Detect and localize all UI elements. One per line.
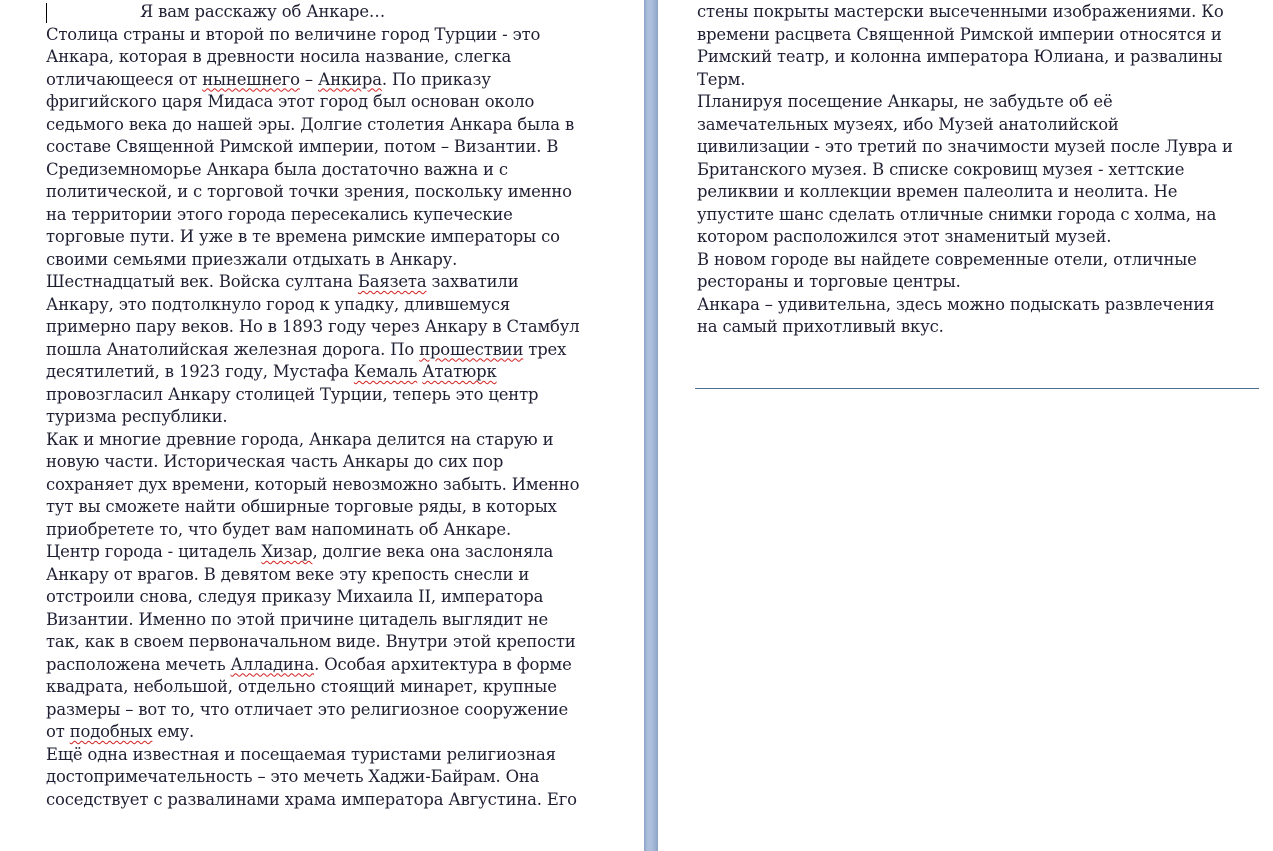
paragraph-line: провозгласил Анкару столицей Турции, теперь это центр <box>46 384 539 404</box>
document-page-right[interactable] <box>658 0 1273 851</box>
paragraph-line: Анкара – удивительна, здесь можно подыскать развлечения <box>697 294 1215 314</box>
paragraph-line: Центр города - цитадель Хизар, долгие века она заслоняла <box>46 542 554 561</box>
paragraph-line: Средиземноморье Анкара была достаточно важна и с <box>46 159 508 179</box>
spellcheck-word: прошествии <box>419 339 524 359</box>
paragraph-line: расположена мечеть Алладина. Особая архитектура в форме <box>46 654 572 674</box>
paragraph-line: Столица страны и второй по величине город Турции - это <box>46 24 541 44</box>
document-title: Я вам расскажу об Анкаре… <box>140 2 386 21</box>
paragraph-line: Шестнадцатый век. Войска султана Баязета захватили <box>46 272 519 291</box>
paragraph-line: своими семьями приезжали отдыхать в Анкару. <box>46 249 458 269</box>
paragraph-line: новую части. Историческая часть Анкары до сих пор <box>46 452 504 471</box>
paragraph-line: седьмого века до нашей эры. Долгие столетия Анкара была в <box>46 114 575 134</box>
paragraph-line: торговые пути. И уже в те времена римские императоры со <box>46 227 560 246</box>
paragraph-line: Византии. Именно по этой причине цитадель выглядит не <box>46 609 549 629</box>
paragraph-line: соседствует с развалинами храма императора Августина. Его <box>46 789 577 809</box>
paragraph-line: туризма республики. <box>46 407 228 426</box>
paragraph-line: на территории этого города пересекались купеческие <box>46 204 513 224</box>
paragraph-line: квадрата, небольшой, отдельно стоящий минарет, крупные <box>46 677 557 696</box>
spellcheck-word: нынешнего <box>202 69 300 89</box>
paragraph-line: Ещё одна известная и посещаемая туристами религиозная <box>46 744 556 764</box>
paragraph-line: Анкару от врагов. В девятом веке эту крепость снесли и <box>46 564 530 584</box>
paragraph-line: приобретете то, что будет вам напоминать об Анкаре. <box>46 519 512 539</box>
paragraph-line: от подобных ему. <box>46 722 195 741</box>
paragraph-line: фригийского царя Мидаса этот город был основан около <box>46 92 535 111</box>
spellcheck-word: Кемаль <box>353 362 418 381</box>
paragraph-line: замечательных музеях, ибо Музей анатолийской <box>697 114 1119 134</box>
paragraph-line: размеры – вот то, что отличает это религиозное сооружение <box>46 699 569 719</box>
spellcheck-word: подобных <box>69 722 153 741</box>
paragraph-line: Британского музея. В списке сокровищ музея - хеттские <box>697 159 1185 179</box>
text-column-right <box>697 1 1262 339</box>
page-gutter <box>644 0 658 851</box>
paragraph-line: сохраняет дух времени, который невозможно забыть. Именно <box>46 474 580 494</box>
paragraph-line: пошла Анатолийская железная дорога. По прошествии трех <box>46 339 567 359</box>
paragraph-line: Терм. <box>697 69 746 89</box>
paragraph-line: Как и многие древние города, Анкара делится на старую и <box>46 429 554 449</box>
paragraph-line: тут вы сможете найти обширные торговые ряды, в которых <box>46 497 557 516</box>
spellcheck-word: Ататюрк <box>422 362 497 381</box>
paragraph-line: отстроили снова, следуя приказу Михаила II, императора <box>46 587 544 606</box>
paragraph-line: на самый прихотливый вкус. <box>697 317 944 336</box>
paragraph-line: политической, и с торговой точки зрения, поскольку именно <box>46 182 572 201</box>
paragraph-line: Анкару, это подтолкнуло город к упадку, длившемуся <box>46 294 511 314</box>
paragraph-line: котором расположился этот знаменитый музей. <box>697 227 1112 246</box>
paragraph-line: времени расцвета Священной Римской империи относятся и <box>697 24 1222 44</box>
spellcheck-word: Анкира <box>318 69 382 89</box>
footnote-separator <box>695 388 1259 389</box>
paragraph-line: Планируя посещение Анкары, не забудьте об её <box>697 92 1113 111</box>
paragraph-line: составе Священной Римской империи, потом – Византии. В <box>46 137 559 156</box>
paragraph-line: Римский театр, и колонна императора Юлиана, и развалины <box>697 47 1223 66</box>
paragraph-line: достопримечательность – это мечеть Хаджи-Байрам. Она <box>46 767 540 786</box>
paragraph-line: В новом городе вы найдете современные отели, отличные <box>697 249 1197 269</box>
paragraph-line: реликвии и коллекции времен палеолита и неолита. Не <box>697 182 1178 201</box>
paragraph-line: десятилетий, в 1923 году, Мустафа Кемаль Ататюрк <box>46 362 497 381</box>
text-column-left <box>46 1 606 811</box>
paragraph-line: отличающееся от нынешнего – Анкира. По приказу <box>46 69 491 89</box>
paragraph-line: примерно пару веков. Но в 1893 году через Анкару в Стамбул <box>46 317 580 336</box>
paragraph-line: цивилизации - это третий по значимости музей после Лувра и <box>697 137 1233 156</box>
paragraph-line: Анкара, которая в древности носила название, слегка <box>46 47 512 66</box>
spellcheck-word: Баязета <box>357 272 427 291</box>
spellcheck-word: Алладина <box>230 654 315 674</box>
paragraph-line: рестораны и торговые центры. <box>697 272 961 291</box>
paragraph-line: упустите шанс сделать отличные снимки города с холма, на <box>697 204 1217 224</box>
paragraph-line: стены покрыты мастерски высеченными изображениями. Ко <box>697 2 1224 21</box>
spellcheck-word: Хизар <box>261 542 313 561</box>
paragraph-line: так, как в своем первоначальном виде. Внутри этой крепости <box>46 632 576 651</box>
